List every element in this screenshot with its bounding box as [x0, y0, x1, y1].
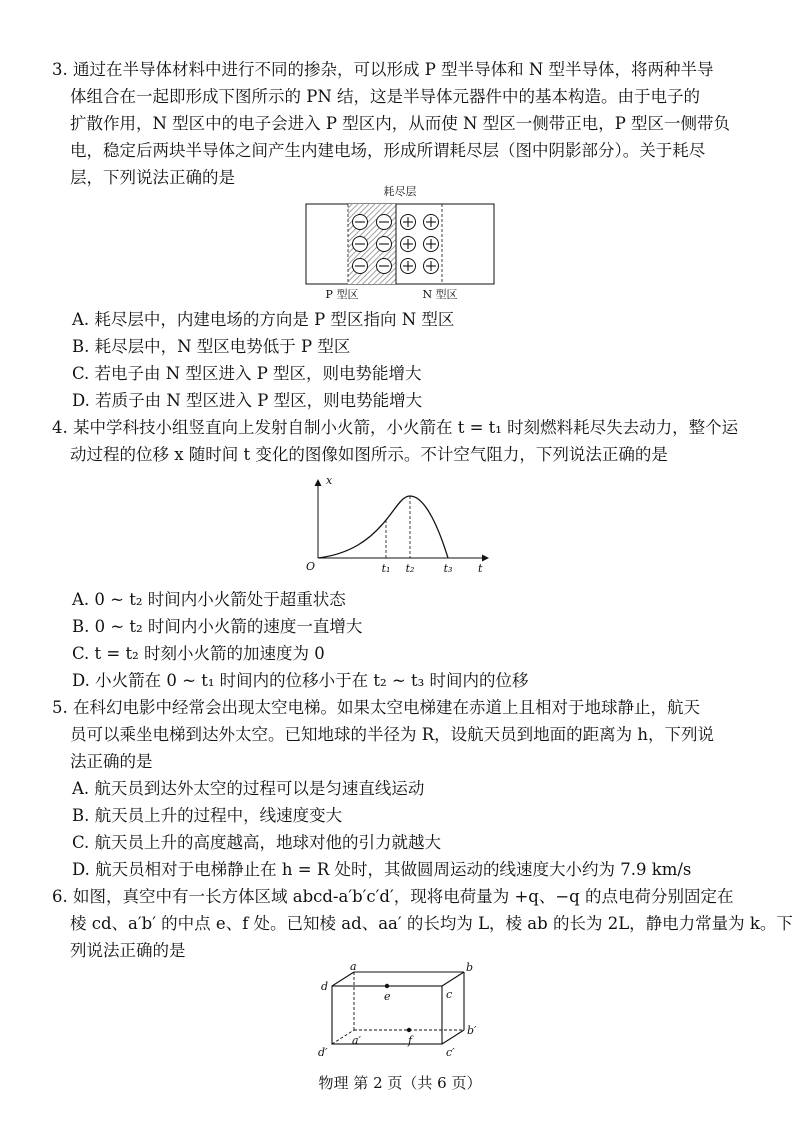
t3-label: t₃: [443, 562, 453, 575]
point-e-label: e: [384, 990, 391, 1003]
negative-ion: [377, 259, 392, 274]
t1-label: t₁: [381, 562, 391, 575]
positive-ion: [424, 215, 439, 230]
question-5-option-a: A. 航天员到达外太空的过程可以是匀速直线运动: [72, 779, 425, 798]
question-6-line-3: 列说法正确的是: [70, 941, 186, 960]
p-region-label: P 型区: [325, 288, 359, 301]
negative-ion: [353, 215, 368, 230]
question-5-option-b: B. 航天员上升的过程中，线速度变大: [72, 806, 343, 825]
displacement-curve: [318, 496, 448, 558]
question-5-option-c: C. 航天员上升的高度越高，地球对他的引力就越大: [72, 833, 442, 852]
question-4-option-d: D. 小火箭在 0 ~ t₁ 时间内的位移小于在 t₂ ~ t₃ 时间内的位移: [72, 671, 529, 690]
cuboid-figure: [312, 962, 492, 1062]
question-5-line-1: 5. 在科幻电影中经常会出现太空电梯。如果太空电梯建在赤道上且相对于地球静止，航天: [52, 698, 700, 717]
question-3-option-a: A. 耗尽层中，内建电场的方向是 P 型区指向 N 型区: [72, 310, 455, 329]
question-4-option-b: B. 0 ~ t₂ 时间内小火箭的速度一直增大: [72, 617, 363, 636]
question-6: [52, 883, 793, 964]
vertex-d-prime-label: d′: [318, 1046, 328, 1059]
question-5-line-2: 员可以乘坐电梯到达外太空。已知地球的半径为 R，设航天员到地面的距离为 h，下列说: [70, 725, 715, 744]
negative-ion: [353, 259, 368, 274]
question-6-line-2: 棱 cd、a′b′ 的中点 e、f 处。已知棱 ad、aa′ 的长均为 L，棱 ab 的长为 2L，静电力常量为 k。下: [70, 914, 793, 933]
origin-label: O: [306, 560, 316, 573]
negative-ion: [377, 237, 392, 252]
question-4: [52, 414, 752, 468]
question-3-line-3: 扩散作用，N 型区中的电子会进入 P 型区内，从而使 N 型区一侧带正电，P 型区一侧带负: [70, 114, 731, 133]
vertex-a-label: a: [350, 962, 357, 973]
question-3-option-c: C. 若电子由 N 型区进入 P 型区，则电势能增大: [72, 364, 422, 383]
positive-ion: [401, 215, 416, 230]
t2-label: t₂: [405, 562, 415, 575]
positive-ion: [401, 259, 416, 274]
positive-ion: [424, 237, 439, 252]
question-4-option-a: A. 0 ~ t₂ 时间内小火箭处于超重状态: [72, 590, 346, 609]
positive-ion: [424, 259, 439, 274]
point-f-label: f: [408, 1034, 413, 1047]
n-region-label: N 型区: [422, 288, 458, 301]
vertex-b-prime-label: b′: [467, 1024, 477, 1037]
question-6-line-1: 6. 如图，真空中有一长方体区域 abcd-a′b′c′d′，现将电荷量为 +q、−q 的点电荷分别固定在: [52, 887, 734, 906]
page-footer: 物理 第 2 页（共 6 页）: [318, 1074, 482, 1092]
y-axis-label: x: [326, 474, 333, 487]
vertex-d-label: d: [321, 980, 329, 993]
question-4-line-2: 动过程的位移 x 随时间 t 变化的图像如图所示。不计空气阻力，下列说法正确的是: [70, 445, 668, 464]
question-5-option-d: D. 航天员相对于电梯静止在 h = R 处时，其做圆周运动的线速度大小约为 7.9 km/s: [72, 860, 692, 879]
negative-ion: [353, 237, 368, 252]
question-5-line-3: 法正确的是: [70, 752, 153, 771]
question-3-line-1: 3. 通过在半导体材料中进行不同的掺杂，可以形成 P 型半导体和 N 型半导体，将两种半导: [52, 60, 714, 79]
x-axis-label: t: [478, 562, 483, 575]
depletion-layer-label: 耗尽层: [383, 185, 417, 198]
displacement-time-graph: [300, 472, 500, 584]
positive-ion: [401, 237, 416, 252]
vertex-c-prime-label: c′: [446, 1046, 455, 1059]
question-3-line-4: 电，稳定后两块半导体之间产生内建电场，形成所谓耗尽层（图中阴影部分）。关于耗尽: [70, 141, 706, 160]
question-3-line-2: 体组合在一起即形成下图所示的 PN 结，这是半导体元器件中的基本构造。由于电子的: [70, 87, 701, 106]
question-5: [52, 694, 752, 775]
negative-ion: [377, 215, 392, 230]
question-4-line-1: 4. 某中学科技小组竖直向上发射自制小火箭，小火箭在 t = t₁ 时刻燃料耗尽失去动力，整个运: [52, 418, 739, 437]
point-f-charge: [407, 1028, 411, 1032]
question-3-option-b: B. 耗尽层中，N 型区电势低于 P 型区: [72, 337, 351, 356]
question-4-option-c: C. t = t₂ 时刻小火箭的加速度为 0: [72, 644, 325, 663]
question-3-line-5: 层，下列说法正确的是: [70, 168, 235, 187]
vertex-c-label: c: [446, 988, 453, 1001]
question-3-option-d: D. 若质子由 N 型区进入 P 型区，则电势能增大: [72, 391, 423, 410]
vertex-b-label: b: [466, 962, 474, 974]
question-3: [52, 56, 752, 191]
pn-junction-figure: [300, 182, 500, 302]
vertex-a-prime-label: a′: [352, 1034, 362, 1047]
point-e-charge: [385, 984, 389, 988]
